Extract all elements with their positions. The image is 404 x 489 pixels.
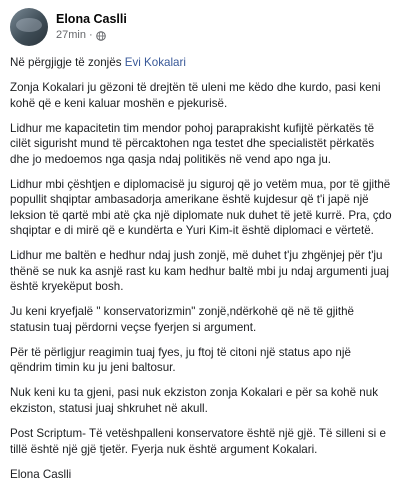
- post-paragraph: Zonja Kokalari ju gëzoni të drejtën të uleni me këdo dhe kurdo, pasi keni kohë që e keni kaluar moshën e pjekurisë.: [10, 81, 381, 110]
- mention-link[interactable]: Evi Kokalari: [124, 56, 186, 69]
- post-signature: Elona Caslli: [10, 467, 72, 481]
- post-paragraph: Lidhur mbi çështjen e diplomacisë ju siguroj që jo vetëm mua, por të gjithë popullit shqiptar ambasadorja amerikane është kujdesur që t'i japë një leksion të qartë mbi atë çka një diplomate nuk duhet të jetë kurrë. Pra, çdo shqiptar e di mirë që e kundërta e Yuri Kim-it është diplomaci e vërtetë.: [10, 177, 392, 238]
- post-paragraph: Për të përligjur reagimin tuaj fyes, ju ftoj të citoni një status apo një qëndrim timin ku ju jeni baltosur.: [10, 345, 351, 375]
- post-timestamp[interactable]: 27min: [56, 28, 86, 41]
- post-header: [10, 8, 394, 46]
- globe-icon: [96, 31, 106, 41]
- post-paragraph: Post Scriptum- Të vetëshpalleni konservatore është një gjë. Të silleni si e tillë është një gjë tjetër. Fyerja nuk është argument Kokalari.: [10, 427, 386, 456]
- post-intro: [10, 55, 394, 70]
- post-paragraph: Lidhur me baltën e hedhur ndaj jush zonjë, më duhet t'ju zhgënjej për t'ju thënë se nuk ka asnjë rast ku kam hedhur baltë mbi ju ndaj argumenti juaj është kryekëput bosh.: [10, 249, 389, 294]
- separator-dot: ·: [88, 28, 93, 41]
- post-paragraph: Ju keni kryefjalë " konservatorizmin" zonjë,ndërkohë që në të gjithë statusin tuaj përdorni veçse fyerjen si argument.: [10, 305, 354, 334]
- post-paragraph: Lidhur me kapacitetin tim mendor pohoj paraprakisht kufijtë përkatës të cilët sigurisht mund të përcaktohen nga testet dhe specialistët përkatës dhe jo medoemos nga qasja ndaj politikës në vend apo nga ju.: [10, 121, 375, 166]
- post-meta: [56, 12, 127, 42]
- post-paragraph: Nuk keni ku ta gjeni, pasi nuk ekziston zonja Kokalari e për sa kohë nuk ekziston, statusi juaj shkruhet në akull.: [10, 386, 378, 415]
- post-body: [10, 55, 394, 482]
- author-avatar[interactable]: [10, 8, 48, 46]
- author-name[interactable]: Elona Caslli: [56, 11, 127, 26]
- time-row: [56, 29, 127, 42]
- intro-text: Në përgjigje të zonjës: [10, 56, 125, 69]
